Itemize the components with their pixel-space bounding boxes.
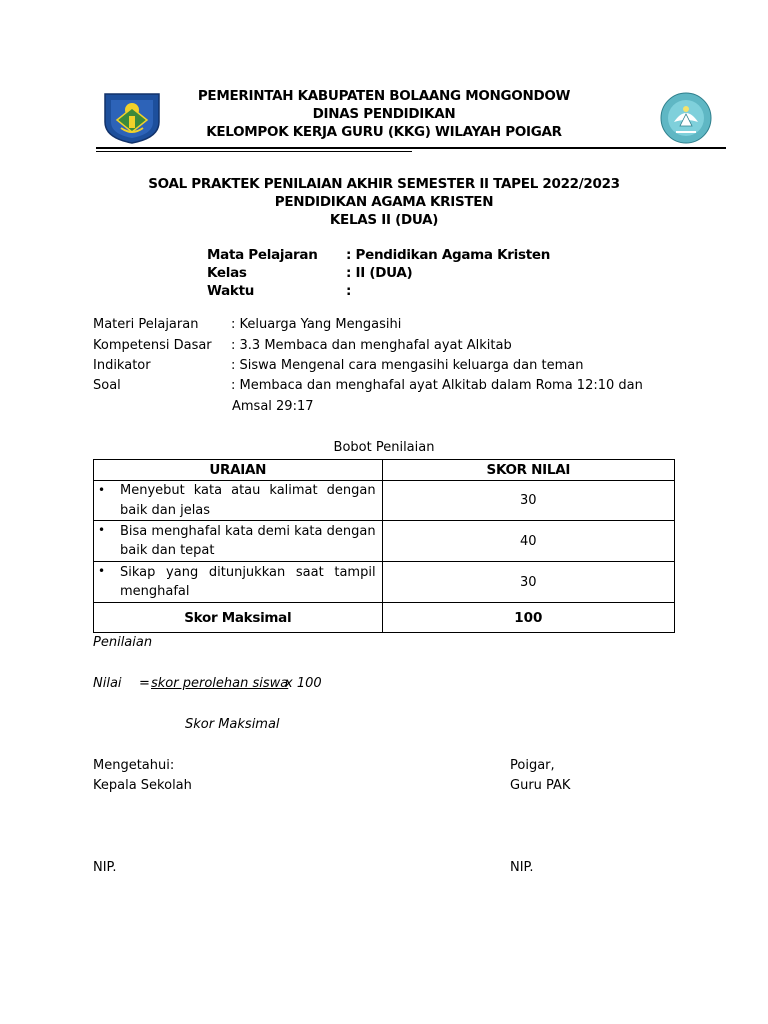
- criterion-line: Sikap yang ditunjukkan saat tampil: [120, 564, 376, 580]
- formula-nilai-label: Nilai: [93, 676, 122, 691]
- formula-equals: =: [139, 676, 150, 691]
- regency-emblem-logo: [103, 92, 161, 144]
- signature-principal-title: Kepala Sekolah: [93, 778, 192, 793]
- table-row: [94, 521, 675, 562]
- formula-multiplier: x 100: [285, 676, 322, 691]
- bullet-icon: •: [98, 483, 106, 497]
- signature-teacher-title: Guru PAK: [510, 778, 571, 793]
- detail-value-question: : Membaca dan menghafal ayat Alkitab dalam Roma 12:10 dan: [231, 378, 643, 393]
- criterion-cell: [94, 521, 383, 562]
- education-ministry-logo: [660, 92, 712, 144]
- signature-principal-nip: NIP.: [93, 860, 117, 875]
- signature-place-label: Poigar,: [510, 758, 555, 773]
- column-header-score: SKOR NILAI: [382, 460, 674, 481]
- detail-label-competency: Kompetensi Dasar: [93, 338, 212, 353]
- exam-class-title: KELAS II (DUA): [329, 212, 439, 228]
- header-line-teacher-group: KELOMPOK KERJA GURU (KKG) WILAYAH POIGAR: [206, 124, 562, 140]
- signature-acknowledged-label: Mengetahui:: [93, 758, 175, 773]
- exam-title: SOAL PRAKTEK PENILAIAN AKHIR SEMESTER II TAPEL 2022/2023: [148, 176, 620, 192]
- detail-value-question-continued: Amsal 29:17: [232, 399, 314, 414]
- exam-subject-title: PENDIDIKAN AGAMA KRISTEN: [274, 194, 494, 210]
- meta-label-time: Waktu: [207, 283, 255, 299]
- total-label: Skor Maksimal: [94, 603, 383, 633]
- table-row: [94, 562, 675, 603]
- header-line-government: PEMERINTAH KABUPATEN BOLAANG MONGONDOW: [197, 88, 571, 104]
- score-cell: 40: [382, 521, 674, 562]
- assessment-heading: Penilaian: [93, 635, 153, 650]
- detail-label-material: Materi Pelajaran: [93, 317, 199, 332]
- formula-denominator: Skor Maksimal: [185, 717, 280, 732]
- criterion-line: baik dan jelas: [120, 502, 211, 518]
- signature-teacher-nip: NIP.: [510, 860, 534, 875]
- table-header-row: [94, 460, 675, 481]
- grading-table: [93, 459, 675, 633]
- detail-label-question: Soal: [93, 378, 121, 393]
- meta-label-subject: Mata Pelajaran: [207, 247, 318, 263]
- detail-value-material: : Keluarga Yang Mengasihi: [231, 317, 402, 332]
- total-score: 100: [382, 603, 674, 633]
- header-divider-thick: [96, 147, 726, 149]
- detail-label-indicator: Indikator: [93, 358, 151, 373]
- meta-label-class: Kelas: [207, 265, 247, 281]
- criterion-line: baik dan tepat: [120, 543, 215, 558]
- criterion-line: Menyebut kata atau kalimat dengan: [120, 483, 376, 498]
- criterion-cell: [94, 562, 383, 603]
- header-line-department: DINAS PENDIDIKAN: [312, 106, 456, 122]
- meta-value-class: : II (DUA): [346, 265, 413, 281]
- score-cell: 30: [382, 481, 674, 521]
- column-header-description: URAIAN: [94, 460, 383, 481]
- detail-value-indicator: : Siswa Mengenal cara mengasihi keluarga dan teman: [231, 358, 584, 373]
- table-caption: Bobot Penilaian: [333, 440, 435, 455]
- header-divider-thin: [96, 151, 412, 152]
- bullet-icon: •: [98, 564, 106, 578]
- formula-numerator: skor perolehan siswa: [151, 676, 289, 691]
- bullet-icon: •: [98, 523, 106, 537]
- detail-value-competency: : 3.3 Membaca dan menghafal ayat Alkitab: [231, 338, 512, 353]
- table-total-row: [94, 603, 675, 633]
- score-cell: 30: [382, 562, 674, 603]
- criterion-line: menghafal: [120, 584, 190, 599]
- meta-value-time: :: [346, 283, 352, 299]
- table-row: [94, 481, 675, 521]
- criterion-cell: [94, 481, 383, 521]
- meta-value-subject: : Pendidikan Agama Kristen: [346, 247, 551, 263]
- criterion-line: Bisa menghafal kata demi kata dengan: [120, 523, 376, 539]
